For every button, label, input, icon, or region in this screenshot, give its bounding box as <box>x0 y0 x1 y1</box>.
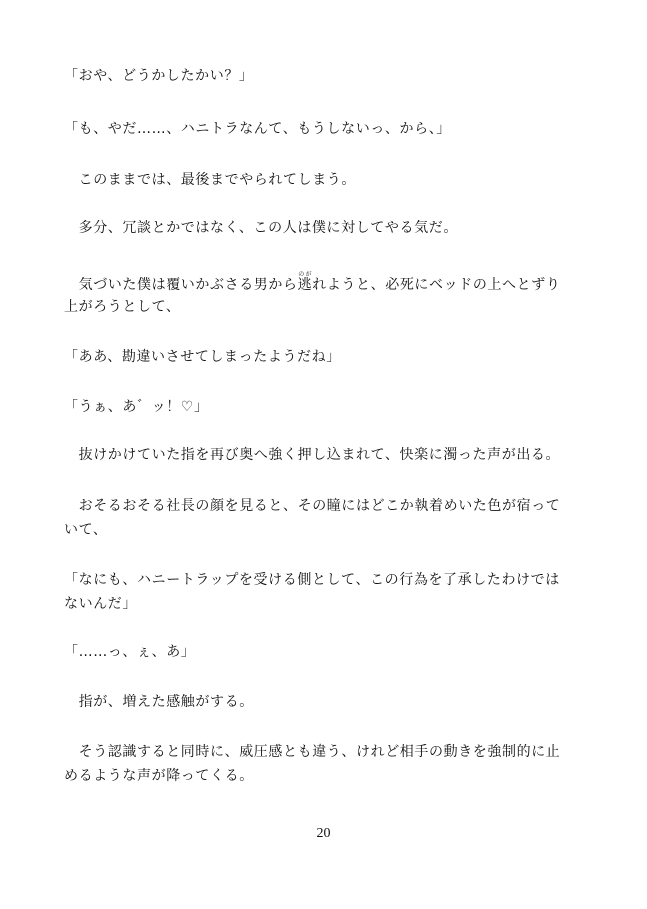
text-line <box>64 271 588 295</box>
paragraph-12 <box>64 690 588 714</box>
text-line: 上がろうとして、 <box>64 299 181 315</box>
paragraph-9 <box>64 494 588 542</box>
paragraph-5 <box>64 271 588 319</box>
paragraph-3 <box>64 168 588 192</box>
text-line: 抜けかけていた指を再び奥へ強く押し込まれて、快楽に濁った声が出る。 <box>64 447 561 463</box>
paragraph-11 <box>64 640 588 664</box>
text-line: 「ああ、勘違いさせてしまったようだね」 <box>64 349 341 365</box>
paragraph-8 <box>64 443 588 467</box>
paragraph-13 <box>64 740 588 788</box>
text-line: 「なにも、ハニートラップを受ける側として、この行為を了承したわけでは <box>64 572 560 588</box>
ruby-annotation <box>297 271 313 293</box>
paragraph-10 <box>64 568 588 616</box>
text-line: 「……っ、ぇ、あ」 <box>64 644 196 660</box>
paragraph-6 <box>64 345 588 369</box>
ruby-base: 逃 <box>297 277 313 293</box>
ruby-reading: のが <box>297 271 313 278</box>
paragraph-1 <box>64 64 588 88</box>
text-line: いて、 <box>64 522 108 538</box>
text-before-ruby: 気づいた僕は覆いかぶさる男から <box>64 277 298 293</box>
text-line: このままでは、最後までやられてしまう。 <box>64 172 356 188</box>
paragraph-4 <box>64 216 588 240</box>
text-after-ruby: れようと、必死にベッドの上へとずり <box>312 277 561 293</box>
paragraph-7 <box>64 395 588 419</box>
paragraph-2 <box>64 117 588 141</box>
text-line: おそるおそる社長の顔を見ると、その瞳にはどこか執着めいた色が宿って <box>64 498 561 514</box>
text-line: めるような声が降ってくる。 <box>64 768 254 784</box>
text-line: 多分、冗談とかではなく、この人は僕に対してやる気だ。 <box>64 220 458 236</box>
text-line: 「おや、どうかしたかい？」 <box>64 68 254 84</box>
text-line: 指が、増えた感触がする。 <box>64 694 254 710</box>
text-line: そう認識すると同時に、威圧感とも違う、けれど相手の動きを強制的に止 <box>64 744 561 760</box>
page-number: 20 <box>316 826 331 841</box>
text-line: 「も、やだ……、ハニトラなんて、もうしないっ、から、」 <box>64 121 451 137</box>
text-line: 「うぁ、あ゛ッ！♡」 <box>64 399 209 415</box>
text-line: ないんだ」 <box>64 596 137 612</box>
